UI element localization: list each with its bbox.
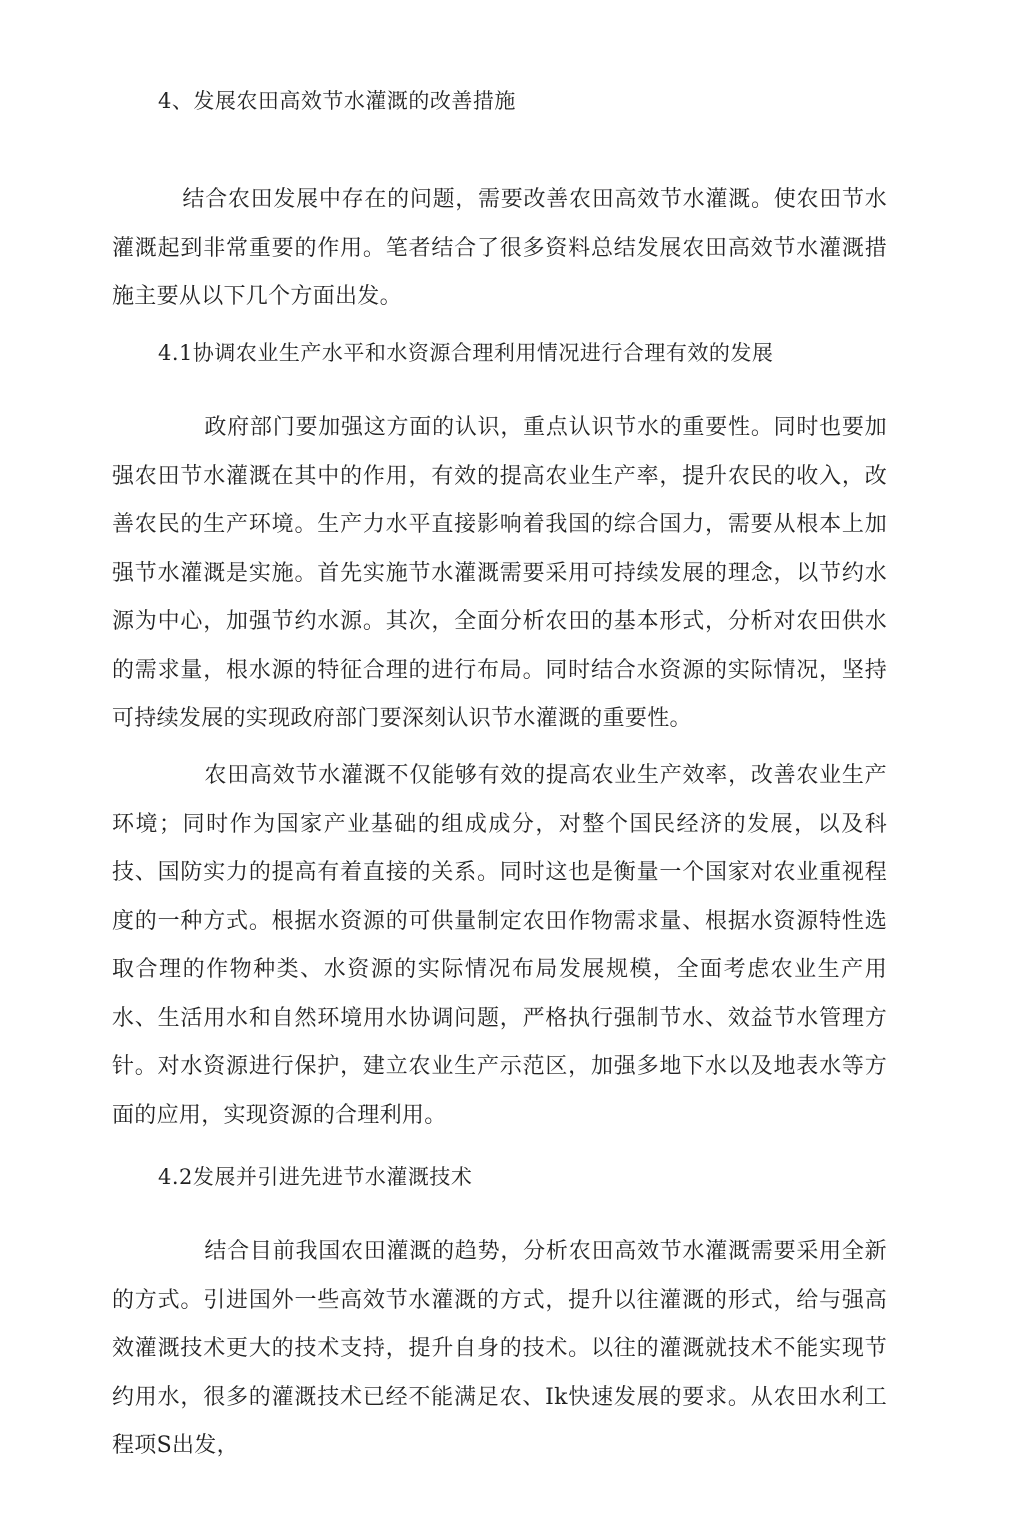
paragraph-4-2-a: 结合目前我国农田灌溉的趋势，分析农田高效节水灌溉需要采用全新的方式。引进国外一些高效节水灌溉的方式，提升以往灌溉的形式，给与强高效灌溉技术更大的技术支持，提升自身的技术。以往的灌溉就技术不能实现节约用水，很多的灌溉技术已经不能满足农、Ik快速发展的要求。从农田水利工程项S出发， bbox=[112, 1239, 887, 1458]
paragraph-4-1-a: 政府部门要加强这方面的认识，重点认识节水的重要性。同时也要加强农田节水灌溉在其中的作用，有效的提高农业生产率，提升农民的收入，改善农民的生产环境。生产力水平直接影响着我国的综合国力，需要从根本上加强节水灌溉是实施。首先实施节水灌溉需要采用可持续发展的理念，以节约水源为中心，加强节约水源。其次，全面分析农田的基本形式，分析对农田供水的需求量，根水源的特征合理的进行布局。同时结合水资源的实际情况，坚持可持续发展的实现政府部门要深刻认识节水灌溉的重要性。 bbox=[112, 415, 887, 731]
paragraph-4-1-b: 农田高效节水灌溉不仅能够有效的提高农业生产效率，改善农业生产环境；同时作为国家产业基础的组成成分，对整个国民经济的发展，以及科技、国防实力的提高有着直接的关系。同时这也是衡量一个国家对农业重视程度的一种方式。根据水资源的可供量制定农田作物需求量、根据水资源特性选取合理的作物种类、水资源的实际情况布局发展规模，全面考虑农业生产用水、生活用水和自然环境用水协调问题，严格执行强制节水、效益节水管理方针。对水资源进行保护，建立农业生产示范区，加强多地下水以及地表水等方面的应用，实现资源的合理利用。 bbox=[112, 763, 887, 1128]
section-heading-4: 4、发展农田高效节水灌溉的改善措施 bbox=[158, 89, 516, 113]
section-heading-4-1: 4.1协调农业生产水平和水资源合理利用情况进行合理有效的发展 bbox=[158, 341, 774, 365]
paragraph-intro: 结合农田发展中存在的问题，需要改善农田高效节水灌溉。使农田节水灌溉起到非常重要的作用。笔者结合了很多资料总结发展农田高效节水灌溉措施主要从以下几个方面出发。 bbox=[112, 187, 887, 309]
section-heading-4-2: 4.2发展并引进先进节水灌溉技术 bbox=[158, 1165, 473, 1189]
